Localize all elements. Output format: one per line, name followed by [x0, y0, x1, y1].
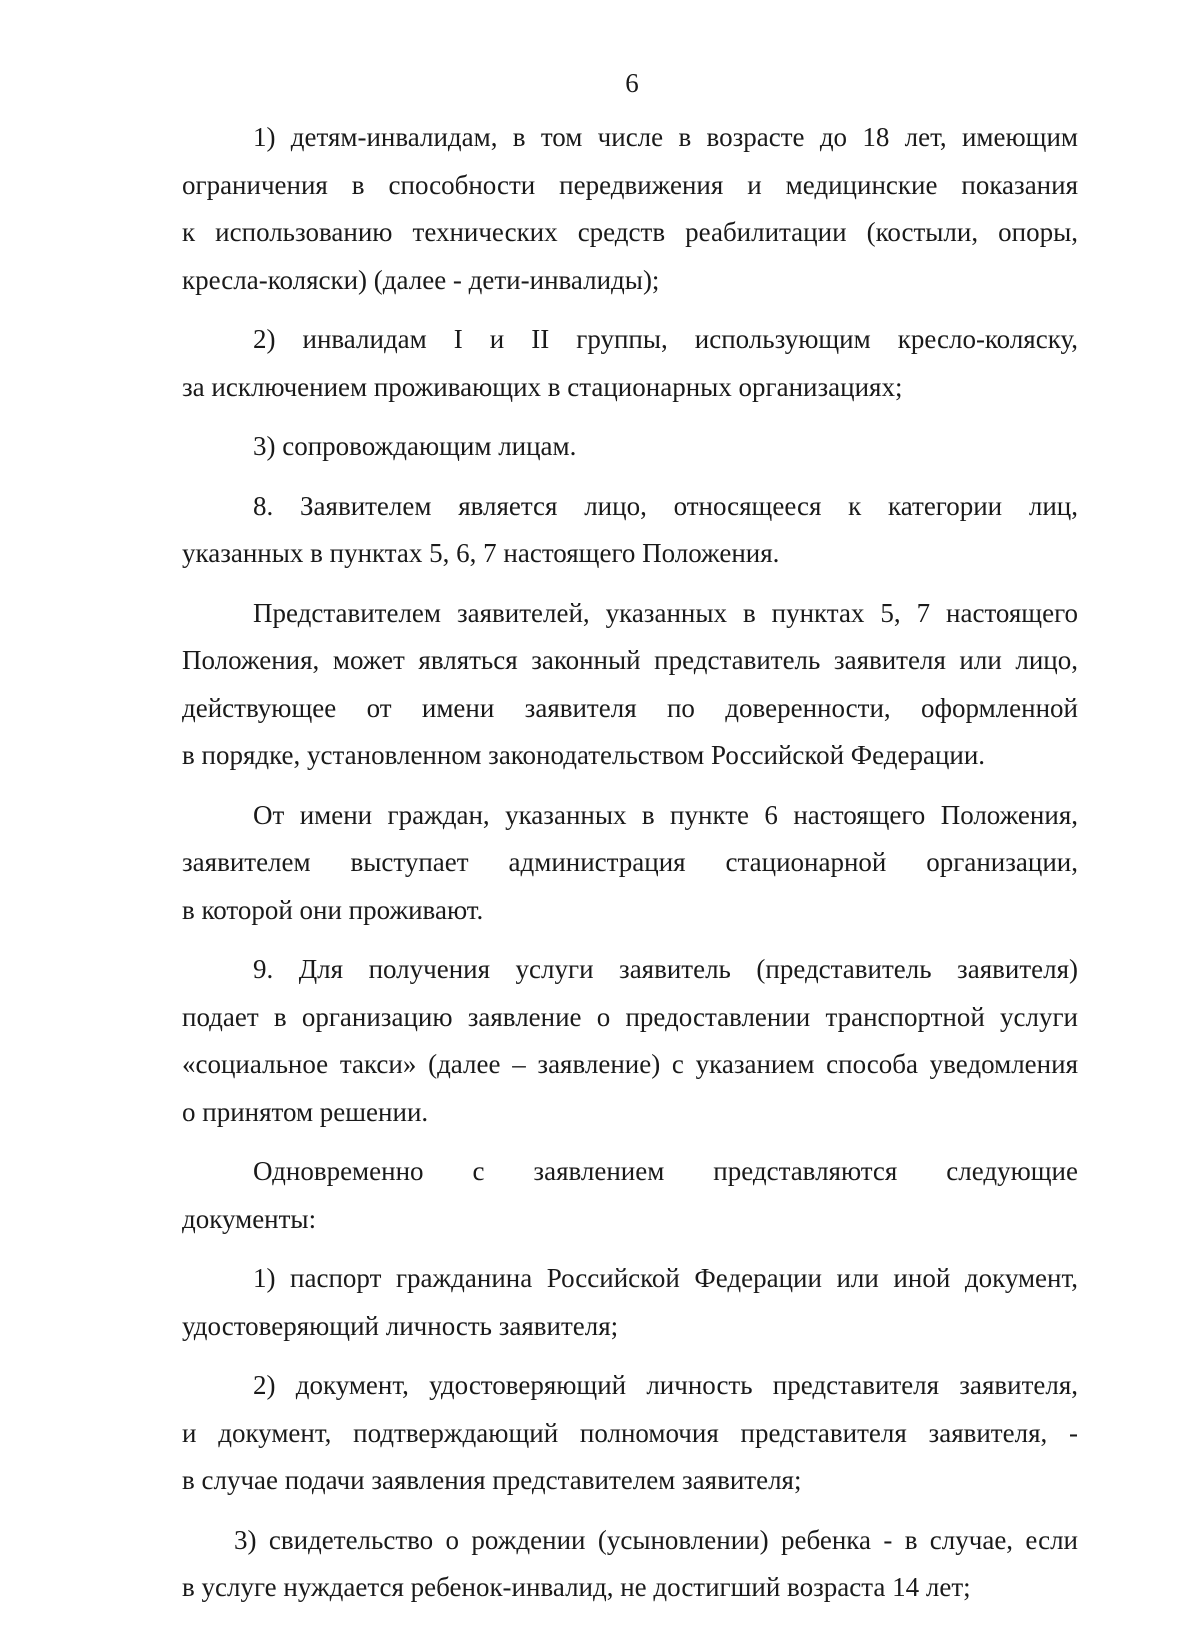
document-body — [182, 114, 1078, 1612]
text-line: 1) паспорт гражданина Российской Федерации или иной документ, — [253, 1263, 1078, 1293]
paragraph — [182, 1148, 1078, 1243]
text-line: От имени граждан, указанных в пункте 6 настоящего Положения, — [253, 799, 1078, 830]
text-line: 2) инвалидам I и II группы, использующим кресло-коляску, — [253, 324, 1078, 354]
text-line: к использованию технических средств реабилитации (костыли, опоры, — [182, 217, 1078, 247]
text-line: ограничения в способности передвижения и медицинские показания — [182, 169, 1078, 200]
text-line: заявителем выступает администрация стационарной организации, — [182, 847, 1078, 877]
paragraph — [182, 423, 1078, 471]
text-line: 2) документ, удостоверяющий личность представителя заявителя, — [253, 1370, 1078, 1400]
paragraph — [182, 114, 1078, 304]
paragraph — [182, 483, 1078, 578]
text-line: Одновременно с заявлением представляются следующие — [253, 1156, 1078, 1186]
text-line: Представителем заявителей, указанных в пунктах 5, 7 настоящего — [253, 597, 1078, 628]
text-line: 8. Заявителем является лицо, относящееся к категории лиц, — [253, 490, 1078, 521]
text-line: 3) сопровождающим лицам. — [253, 431, 577, 461]
paragraph-gap — [182, 304, 1078, 316]
text-line: в услуге нуждается ребенок-инвалид, не достигший возраста 14 лет; — [182, 1572, 971, 1602]
paragraph-gap — [182, 934, 1078, 946]
paragraph — [182, 316, 1078, 411]
paragraph-gap — [182, 578, 1078, 590]
text-line: в которой они проживают. — [182, 894, 484, 925]
text-line: 1) детям-инвалидам, в том числе в возрасте до 18 лет, имеющим — [253, 122, 1078, 152]
text-line: о принятом решении. — [182, 1096, 429, 1127]
paragraph — [182, 1255, 1078, 1350]
paragraph-gap — [182, 411, 1078, 423]
page-number: 6 — [625, 68, 639, 98]
text-line: за исключением проживающих в стационарных организациях; — [182, 371, 903, 402]
paragraph — [182, 1517, 1078, 1612]
text-line: кресла-коляски) (далее - дети-инвалиды); — [182, 264, 660, 295]
paragraph-gap — [182, 1243, 1078, 1255]
paragraph-gap — [182, 1350, 1078, 1362]
text-line: в случае подачи заявления представителем заявителя; — [182, 1465, 802, 1495]
text-line: действующее от имени заявителя по доверенности, оформленной — [182, 692, 1078, 723]
paragraph — [182, 1362, 1078, 1505]
text-line: в порядке, установленном законодательством Российской Федерации. — [182, 740, 986, 770]
text-line: указанных в пунктах 5, 6, 7 настоящего Положения. — [182, 538, 780, 568]
text-line: «социальное такси» (далее – заявление) с указанием способа уведомления — [182, 1049, 1078, 1079]
text-line: документы: — [182, 1203, 317, 1234]
paragraph — [182, 792, 1078, 935]
paragraph-gap — [182, 1505, 1078, 1517]
paragraph-gap — [182, 471, 1078, 483]
text-line: и документ, подтверждающий полномочия представителя заявителя, - — [182, 1417, 1078, 1448]
text-line: удостоверяющий личность заявителя; — [182, 1310, 619, 1341]
text-line: 9. Для получения услуги заявитель (представитель заявителя) — [253, 954, 1078, 984]
text-line: подает в организацию заявление о предоставлении транспортной услуги — [182, 1001, 1078, 1032]
paragraph-gap — [182, 780, 1078, 792]
paragraph — [182, 590, 1078, 780]
paragraph-gap — [182, 1136, 1078, 1148]
text-line: Положения, может являться законный представитель заявителя или лицо, — [182, 645, 1078, 675]
paragraph — [182, 946, 1078, 1136]
text-line: 3) свидетельство о рождении (усыновлении) ребенка - в случае, если — [234, 1524, 1078, 1555]
